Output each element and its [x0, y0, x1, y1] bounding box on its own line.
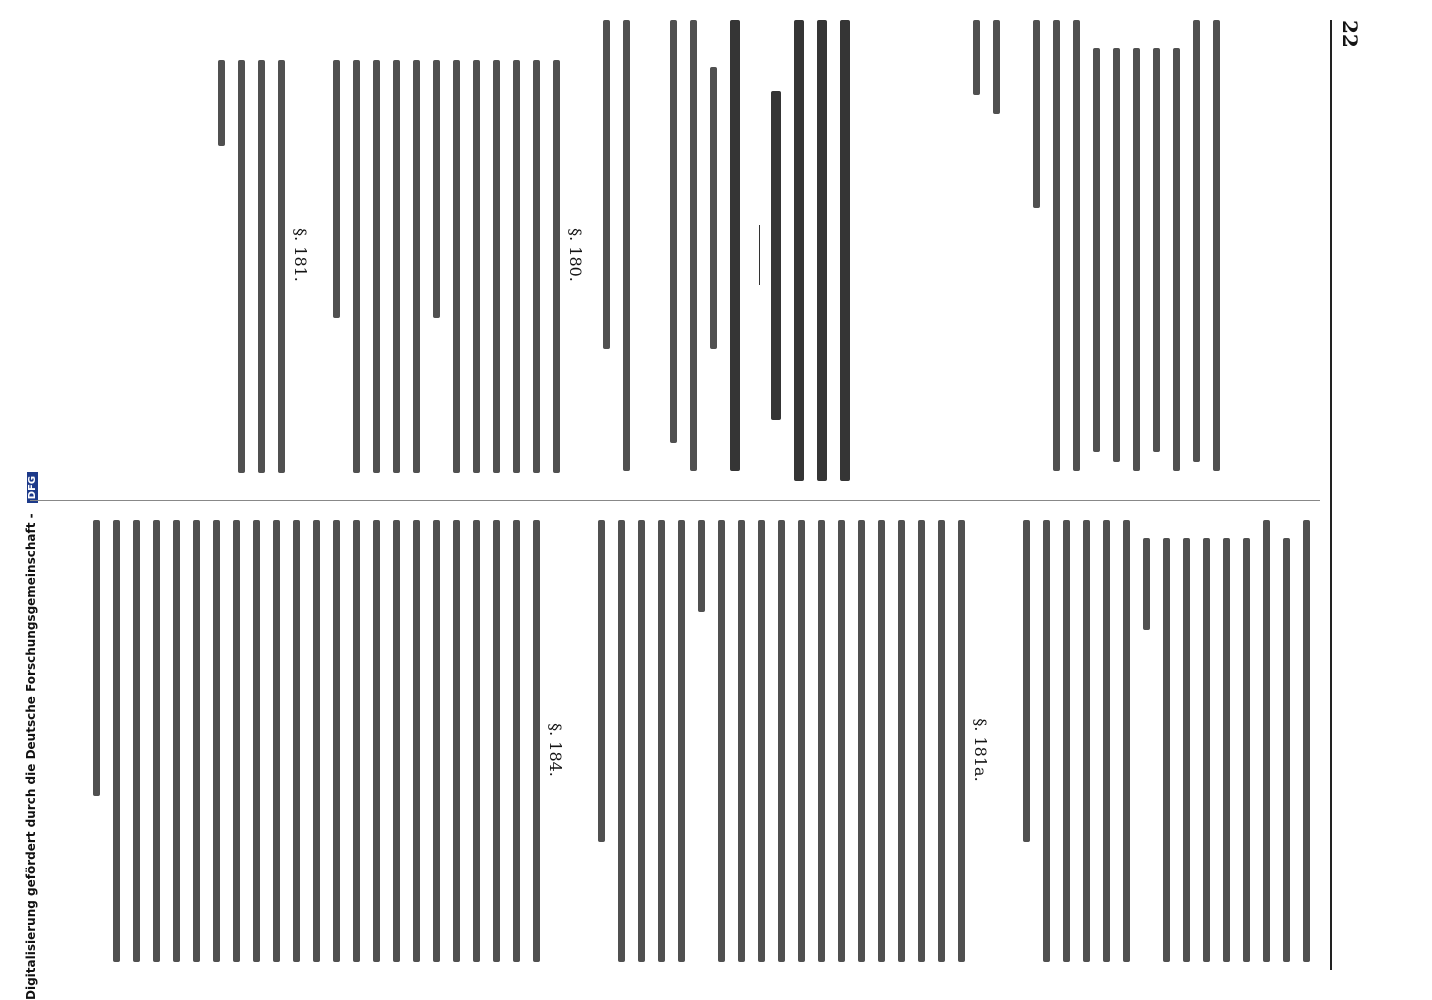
- text-line: [1073, 20, 1080, 471]
- text-line: [513, 60, 520, 473]
- text-line: [153, 520, 160, 962]
- text-line: [1123, 520, 1130, 962]
- text-line: [1263, 520, 1270, 962]
- column-separator: [30, 500, 1320, 501]
- section-184-label: §. 184.: [546, 723, 565, 777]
- text-line: [1043, 520, 1050, 962]
- text-line: [1213, 20, 1220, 471]
- text-line: [1223, 538, 1230, 961]
- text-line: [1143, 538, 1150, 630]
- text-line: [738, 520, 745, 962]
- law-title: [758, 20, 850, 490]
- text-line: [433, 520, 440, 962]
- text-line: [618, 520, 625, 962]
- text-line: [638, 520, 645, 962]
- page-number: 22: [1338, 20, 1362, 48]
- section-180-text: [320, 60, 560, 490]
- text-line: [690, 20, 697, 471]
- text-line: [678, 520, 685, 962]
- text-line: [1103, 520, 1110, 962]
- running-header: [1334, 20, 1366, 970]
- text-line: [818, 520, 825, 962]
- consequences-paragraph: [1010, 520, 1130, 980]
- right-column: [30, 520, 1320, 980]
- left-column: [30, 20, 1320, 490]
- section-181-text: [205, 60, 285, 490]
- text-line: [898, 520, 905, 962]
- text-line: [333, 520, 340, 962]
- text-line: [730, 20, 740, 471]
- text-line: [553, 60, 560, 473]
- text-line: [771, 91, 781, 420]
- text-line: [513, 520, 520, 962]
- text-line: [1243, 538, 1250, 961]
- enumerated-clauses: [1130, 520, 1310, 980]
- text-line: [1203, 538, 1210, 961]
- text-line: [1283, 538, 1290, 961]
- text-line: [453, 520, 460, 962]
- text-line: [433, 60, 440, 318]
- text-line: [623, 20, 630, 471]
- text-line: [938, 520, 945, 962]
- text-line: [858, 520, 865, 962]
- text-line: [133, 520, 140, 962]
- text-line: [293, 520, 300, 962]
- text-line: [413, 520, 420, 962]
- text-line: [413, 60, 420, 473]
- text-line: [1183, 538, 1190, 961]
- text-line: [1173, 48, 1180, 471]
- text-line: [253, 520, 260, 962]
- text-line: [193, 520, 200, 962]
- text-line: [798, 520, 805, 962]
- text-line: [218, 60, 225, 146]
- text-line: [353, 60, 360, 473]
- section-184-text: [80, 520, 540, 980]
- separator-rule: [759, 225, 760, 285]
- text-line: [533, 60, 540, 473]
- text-line: [973, 20, 980, 95]
- text-line: [278, 60, 285, 473]
- text-line: [710, 67, 717, 349]
- text-line: [1033, 20, 1040, 208]
- text-line: [840, 20, 850, 481]
- text-line: [473, 60, 480, 473]
- article-text: [590, 20, 630, 490]
- text-line: [794, 20, 804, 481]
- text-line: [1113, 48, 1120, 462]
- text-line: [1063, 520, 1070, 962]
- text-line: [493, 520, 500, 962]
- text-line: [493, 60, 500, 473]
- text-line: [473, 520, 480, 962]
- text-line: [1193, 20, 1200, 462]
- text-line: [393, 520, 400, 962]
- text-line: [718, 520, 725, 962]
- digitization-note-text: Digitalisierung gefördert durch die Deutsche Forschungsgemeinschaft -: [24, 513, 38, 1000]
- cover-letter: [1020, 20, 1220, 490]
- section-181a-label: §. 181a.: [971, 718, 990, 782]
- text-line: [113, 520, 120, 962]
- text-line: [1053, 20, 1060, 471]
- text-line: [1133, 48, 1140, 471]
- addressee: [960, 20, 1000, 490]
- text-line: [658, 520, 665, 962]
- header-rule: [1330, 20, 1332, 970]
- text-line: [1163, 538, 1170, 961]
- text-line: [453, 60, 460, 473]
- text-line: [698, 520, 705, 612]
- section-180-label: §. 180.: [566, 228, 585, 282]
- text-line: [1303, 520, 1310, 962]
- section-181a-text: [585, 520, 965, 980]
- text-line: [778, 520, 785, 962]
- text-line: [313, 520, 320, 962]
- text-line: [213, 520, 220, 962]
- text-line: [333, 60, 340, 318]
- text-line: [173, 520, 180, 962]
- text-line: [598, 520, 605, 842]
- text-line: [670, 20, 677, 443]
- text-line: [958, 520, 965, 962]
- enactment-clause: [657, 20, 740, 490]
- text-line: [393, 60, 400, 473]
- text-line: [603, 20, 610, 349]
- text-line: [1083, 520, 1090, 962]
- text-line: [93, 520, 100, 796]
- text-line: [1023, 520, 1030, 842]
- text-line: [233, 520, 240, 962]
- text-line: [1093, 48, 1100, 452]
- text-line: [373, 60, 380, 473]
- text-line: [273, 520, 280, 962]
- text-line: [838, 520, 845, 962]
- text-line: [533, 520, 540, 962]
- text-line: [1153, 48, 1160, 452]
- text-line: [258, 60, 265, 473]
- text-line: [993, 20, 1000, 114]
- text-line: [238, 60, 245, 473]
- text-line: [918, 520, 925, 962]
- text-line: [878, 520, 885, 962]
- text-line: [758, 520, 765, 962]
- text-line: [817, 20, 827, 481]
- dfg-logo: DFG: [27, 472, 38, 503]
- text-line: [353, 520, 360, 962]
- text-line: [373, 520, 380, 962]
- section-181-label: §. 181.: [291, 228, 310, 282]
